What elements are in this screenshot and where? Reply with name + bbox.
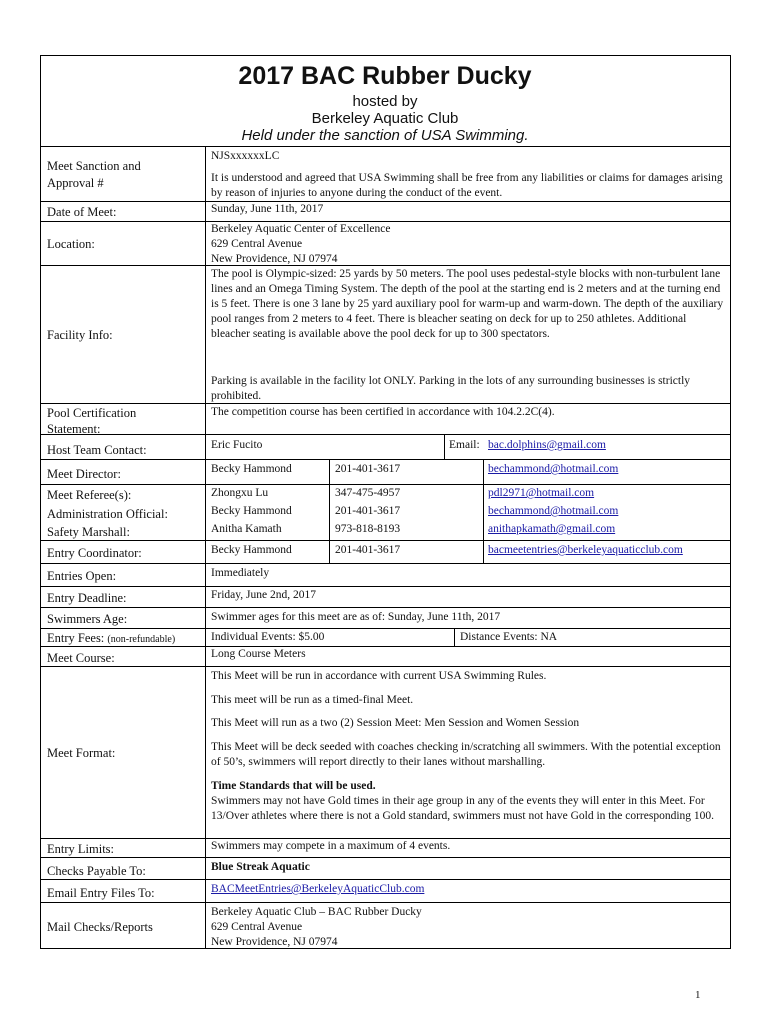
format-sessions: This Meet will run as a two (2) Session Meet: Men Session and Women Session <box>211 717 580 729</box>
cell-divider <box>329 540 330 563</box>
label-referee: Meet Referee(s): <box>47 488 132 502</box>
host-club: Berkeley Aquatic Club <box>311 110 459 127</box>
label-checks-payable: Checks Payable To: <box>47 864 146 878</box>
label-facility: Facility Info: <box>47 328 113 342</box>
distance-fee: Distance Events: NA <box>460 631 558 643</box>
label-meet-format: Meet Format: <box>47 746 116 760</box>
entry-files-email-link[interactable]: BACMeetEntries@BerkeleyAquaticClub.com <box>211 883 425 895</box>
swimmers-age-value: Swimmer ages for this meet are as of: Sunday, June 11th, 2017 <box>211 611 501 623</box>
cell-divider <box>444 434 445 459</box>
safety-phone: 973-818-8193 <box>335 523 401 535</box>
cell-divider <box>329 459 330 484</box>
liability-text: It is understood and agreed that USA Swimming shall be free from any liabilities or claims for damages arising by reason of injuries to anyone during the conduct of the event. <box>211 172 723 199</box>
host-name: Eric Fucito <box>211 439 263 451</box>
row-divider <box>40 607 731 608</box>
row-divider <box>40 857 731 858</box>
checks-payable-value: Blue Streak Aquatic <box>211 861 310 873</box>
admin-phone: 201-401-3617 <box>335 505 401 517</box>
meet-course-value: Long Course Meters <box>211 648 306 660</box>
row-divider <box>40 540 731 541</box>
label-entry-deadline: Entry Deadline: <box>47 591 127 605</box>
referee-phone: 347-475-4957 <box>335 487 401 499</box>
row-divider <box>40 586 731 587</box>
individual-fee: Individual Events: $5.00 <box>211 631 325 643</box>
entry-deadline-value: Friday, June 2nd, 2017 <box>211 589 316 601</box>
sanction-code: NJSxxxxxxLC <box>211 150 280 162</box>
label-pool-cert-line1: Pool Certification <box>47 406 137 420</box>
cell-divider <box>454 628 455 646</box>
host-email-label: Email: <box>449 439 480 451</box>
row-divider <box>40 201 731 202</box>
label-meet-course: Meet Course: <box>47 651 115 665</box>
format-seeding: This Meet will be deck seeded with coaches checking in/scratching all swimmers. With the potential exception of 50’s, swimmers will report directly to their lanes without marshalling. <box>211 741 721 768</box>
coordinator-phone: 201-401-3617 <box>335 544 401 556</box>
facility-description: The pool is Olympic-sized: 25 yards by 50 meters. The pool uses pedestal-style blocks with non-turbulent lane lines and an Omega Timing System. The depth of the pool at the starting end is 2 meters and at the turning end is 5 feet. There is one 3 lane by 25 yard auxiliary pool for warm-up and warm-down. The depth of the auxiliary pool ranges from 2 meters to 4 feet. There is bleacher seating on deck for up to 250 athletes. Additional bleacher seating is available above the pool deck for up to 300 spectators. <box>211 268 724 340</box>
row-divider <box>40 484 731 485</box>
location-line1: Berkeley Aquatic Center of Excellence <box>211 223 391 235</box>
row-divider <box>40 628 731 629</box>
label-safety-marshall: Safety Marshall: <box>47 525 130 539</box>
entry-fees-label: Entry Fees: <box>47 631 105 645</box>
label-pool-cert-line2: Statement: <box>47 422 101 436</box>
label-host-contact: Host Team Contact: <box>47 443 147 457</box>
cell-divider <box>329 484 330 540</box>
label-entry-coordinator: Entry Coordinator: <box>47 546 142 560</box>
safety-email-link[interactable]: anithapkamath@gmail.com <box>488 523 616 535</box>
admin-email-link[interactable]: bechammond@hotmail.com <box>488 505 619 517</box>
row-divider <box>40 434 731 435</box>
location-line2: 629 Central Avenue <box>211 238 303 250</box>
time-standards-text: Swimmers may not have Gold times in their age group in any of the events they will enter in this Meet. For 13/Over athletes where there is not a Gold standard, swimmers must not have Gold in the corresponding 100. <box>211 795 715 822</box>
meet-date: Sunday, June 11th, 2017 <box>211 203 324 215</box>
parking-info: Parking is available in the facility lot ONLY. Parking in the lots of any surrounding businesses is strictly prohibited. <box>211 375 691 402</box>
label-admin-official: Administration Official: <box>47 507 168 521</box>
row-divider <box>40 146 731 147</box>
mail-line2: 629 Central Avenue <box>211 921 303 933</box>
label-meet-director: Meet Director: <box>47 467 121 481</box>
director-email-link[interactable]: bechammond@hotmail.com <box>488 463 619 475</box>
cell-divider <box>483 459 484 484</box>
label-entries-open: Entries Open: <box>47 569 117 583</box>
referee-name: Zhongxu Lu <box>211 487 269 499</box>
label-location: Location: <box>47 237 95 251</box>
time-standards-title: Time Standards that will be used. <box>211 780 376 792</box>
coordinator-email-link[interactable]: bacmeetentries@berkeleyaquaticclub.com <box>488 544 683 556</box>
meet-title: 2017 BAC Rubber Ducky <box>238 62 532 90</box>
cell-divider <box>483 484 484 540</box>
label-swimmers-age: Swimmers Age: <box>47 612 128 626</box>
label-entry-limits: Entry Limits: <box>47 842 115 856</box>
format-rules: This Meet will be run in accordance with current USA Swimming Rules. <box>211 670 547 682</box>
entries-open-value: Immediately <box>211 567 270 579</box>
director-name: Becky Hammond <box>211 463 292 475</box>
label-entry-fees <box>47 630 175 648</box>
sanction-statement: Held under the sanction of USA Swimming. <box>241 127 529 144</box>
admin-name: Becky Hammond <box>211 505 292 517</box>
page-number: 1 <box>695 989 701 1001</box>
mail-line1: Berkeley Aquatic Club – BAC Rubber Ducky <box>211 906 422 918</box>
row-divider <box>40 265 731 266</box>
label-sanction-line1: Meet Sanction and <box>47 159 141 173</box>
row-divider <box>40 563 731 564</box>
coordinator-name: Becky Hammond <box>211 544 292 556</box>
cell-divider <box>483 540 484 563</box>
entry-fees-note: (non-refundable) <box>107 634 176 645</box>
label-sanction-line2: Approval # <box>47 176 104 190</box>
hosted-by: hosted by <box>352 93 418 110</box>
host-email-link[interactable]: bac.dolphins@gmail.com <box>488 439 606 451</box>
label-mail-checks: Mail Checks/Reports <box>47 920 153 934</box>
mail-line3: New Providence, NJ 07974 <box>211 936 338 948</box>
row-divider <box>40 666 731 667</box>
safety-name: Anitha Kamath <box>211 523 282 535</box>
location-line3: New Providence, NJ 07974 <box>211 253 338 265</box>
referee-email-link[interactable]: pdl2971@hotmail.com <box>488 487 595 499</box>
label-email-entry-files: Email Entry Files To: <box>47 886 155 900</box>
column-divider <box>205 146 206 949</box>
row-divider <box>40 902 731 903</box>
label-date: Date of Meet: <box>47 205 117 219</box>
entry-limits-value: Swimmers may compete in a maximum of 4 events. <box>211 840 451 852</box>
format-timed-final: This meet will be run as a timed-final Meet. <box>211 694 414 706</box>
pool-cert-text: The competition course has been certified in accordance with 104.2.2C(4). <box>211 406 555 418</box>
director-phone: 201-401-3617 <box>335 463 401 475</box>
row-divider <box>40 459 731 460</box>
